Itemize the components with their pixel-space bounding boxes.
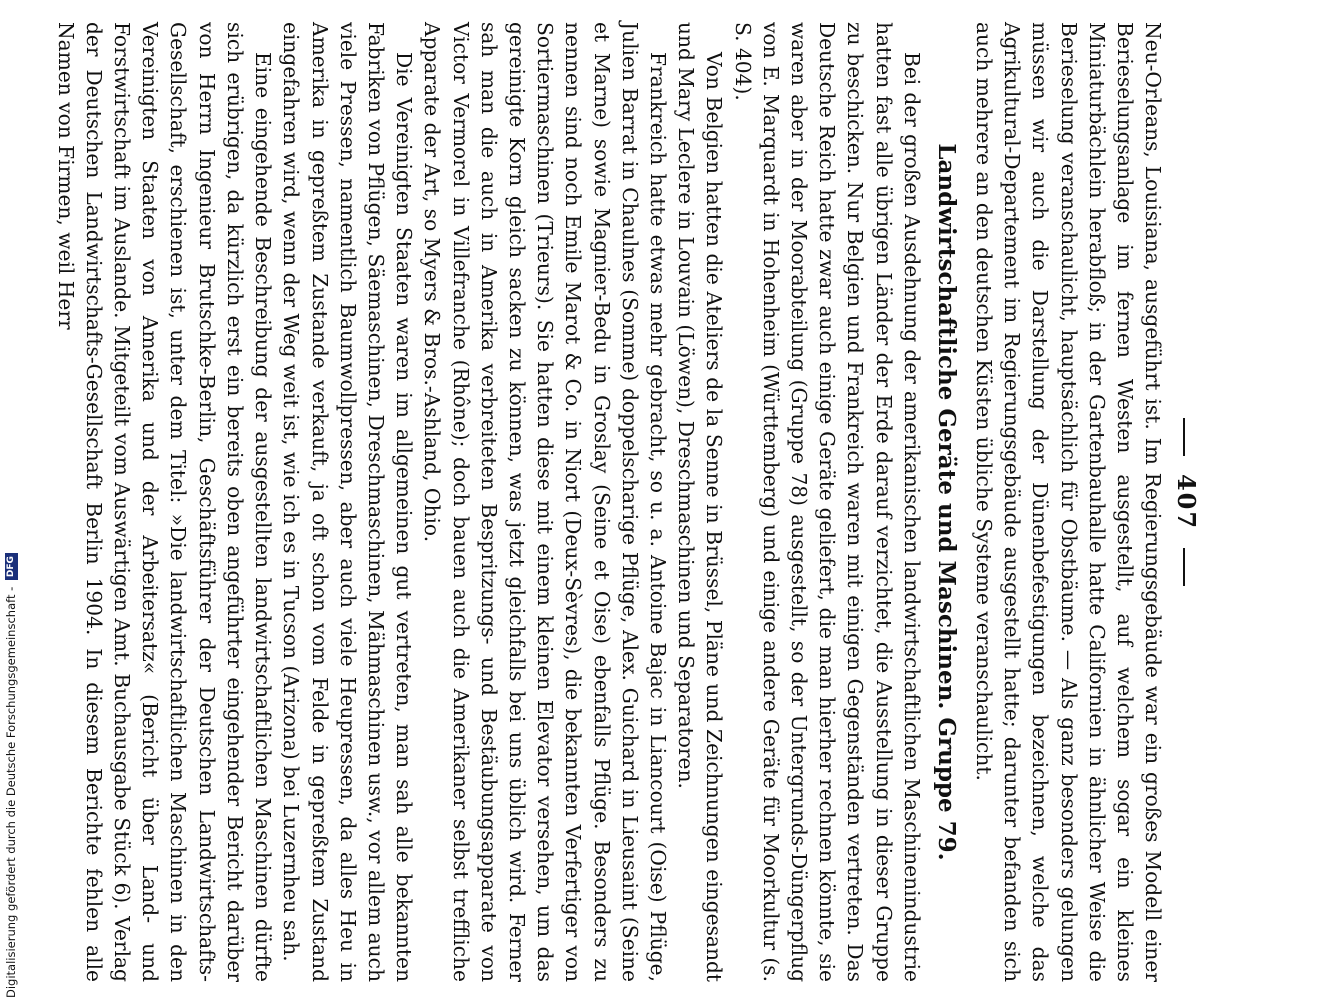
- rotated-page-content: [53, 22, 1201, 982]
- paragraph-intro: Neu-Orleans, Louisiana, ausgeführt ist. Im Regierungsgebäude war ein großes Modell einer Berieselungsanlage im fernen Westen ausgestellt, auf welchem sogar ein kleines Miniaturbächlein herabfloß; in der Gartenbauhalle hatte Californien in ähnlicher Weise die Berieselung veranschaulicht, hauptsächlich für Obstbäume. — Als ganz besonders gelungen müssen wir auch die Darstellung der Dünenbefestigungen bezeichnen, welche das Agrikultural-Departement im Regierungsgebäude ausgestellt hatte; darunter befanden sich auch mehrere an den deutschen Küsten übliche Systeme veranschaulicht.: [971, 22, 1166, 982]
- paragraph: Eine eingehende Beschreibung der ausgestellten landwirtschaftlichen Maschinen dürfte sich erübrigen, da kürzlich erst ein bereits oben angeführter eingehender Bericht darüber von Herrn Ingenieur Brutschke-Berlin, Geschäftsführer der Deutschen Landwirtschafts-Gesellschaft, erschienen ist, unter dem Titel: »Die landwirtschaftlichen Maschinen in den Vereinigten Staaten von Amerika und der Arbeitersatz« (Bericht über Land- und Forstwirtschaft im Auslande. Mitgeteilt vom Auswärtigen Amt. Buchausgabe Stück 6). Verlag der Deutschen Landwirtschafts-Gesellschaft Berlin 1904. In diesem Berichte fehlen alle Namen von Firmen, weil Herr: [53, 22, 276, 982]
- section-heading: Landwirtschaftliche Geräte und Maschinen. Gruppe 79.: [932, 143, 960, 861]
- paragraph: Bei der großen Ausdehnung der amerikanischen landwirtschaftlichen Maschinenindustrie hatten fast alle übrigen Länder der Erde darauf verzichtet, die Ausstellung in dieser Gruppe zu beschicken. Nur Belgien und Frankreich waren mit einigen Gegenständen vertreten. Das Deutsche Reich hatte zwar auch einige Geräte geliefert, die man hierher rechnen könnte, sie waren aber in der Moorabteilung (Gruppe 78) ausgestellt, so der Untergrunds-Düngerpflug von E. Marquardt in Hohenheim (Württemberg) und einige andere Geräte für Moorkultur (s. S. 404).: [730, 22, 924, 982]
- paragraph: Die Vereinigten Staaten waren im allgemeinen gut vertreten, man sah alle bekannten Fabriken von Pflügen, Säemaschinen, Dreschmaschinen, Mähmaschinen usw., vor allem auch viele Pressen, namentlich Baumwollpressen, aber auch viele Heupressen, da alles Heu in Amerika in gepreßtem Zustande verkauft, ja oft schon vom Felde in gepreßtem Zustand eingefahren wird, wenn der Weg weit ist, wie ich es in Tucson (Arizona) bei Luzernheu sah.: [279, 22, 417, 982]
- page-number-dash-right: [1184, 548, 1186, 586]
- paragraph: Frankreich hatte etwas mehr gebracht, so u. a. Antoine Bajac in Liancourt (Oise) Pflüge, Julien Barrat in Chaulnes (Somme) doppelscharige Pflüge, Alex. Guichard in Lieusaint (Seine et Marne) sowie Magnier-Bedu in Groslay (Seine et Oise) ebenfalls Pflüge. Besonders zu nennen sind noch Emile Marot & Co. in Niort (Deux-Sèvres), die bekannten Verfertiger von Sortiermaschinen (Trieurs). Sie hatten diese mit einem kleinen Elevator versehen, um das gereinigte Korn gleich sacken zu können, was jetzt gleichfalls bei uns üblich wird. Ferner sah man die auch in Amerika verbreiteten Bespritzungs- und Bestäubungsapparate von Victor Vermorel in Villefranche (Rhône); doch bauen auch die Amerikaner selbst treffliche Apparate der Art, so Myers & Bros.-Ashland, Ohio.: [420, 22, 670, 982]
- digitization-note-text: Digitalisierung gefördert durch die Deutsche Forschungsgemeinschaft -: [4, 586, 18, 998]
- digitization-note: [2, 556, 20, 998]
- page-number-dash-left: [1184, 418, 1186, 456]
- dfg-logo-icon: DFG: [5, 553, 18, 580]
- body-text: [51, 22, 1167, 982]
- page-number: [1171, 22, 1200, 982]
- paragraph: Von Belgien hatten die Ateliers de la Senne in Brüssel, Pläne und Zeichnungen eingesandt und Mary Leclere in Louvain (Löwen), Dreschmaschinen und Separatoren.: [674, 22, 727, 982]
- page-number-text: 407: [1172, 473, 1201, 531]
